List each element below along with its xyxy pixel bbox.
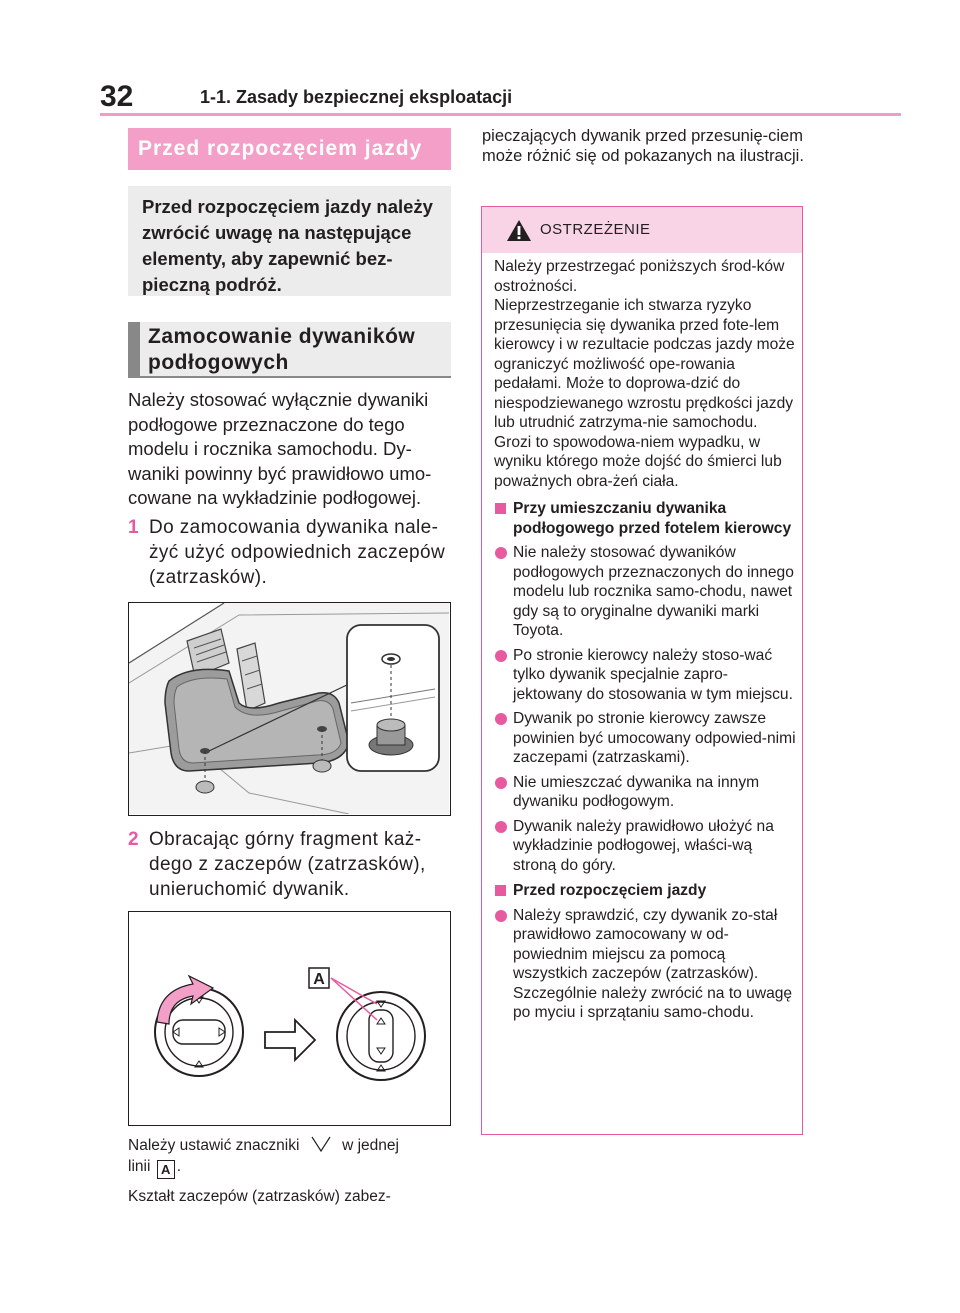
chapter-title: 1-1. Zasady bezpiecznej eksploatacji [200,87,513,107]
warning-list-item: Nie umieszczać dywanika na innym dywaniku podłogowym. [494,773,796,812]
warning-list-item: Nie należy stosować dywaników podłogowych przeznaczonych do innego modelu lub rocznika samo-chodu, nawet gdy są to oryginalne dywaniki marki Toyota. [494,543,796,641]
fastener-rotation-illustration [129,912,449,1124]
warning-list-item: Dywanik należy prawidłowo ułożyć na wykładzinie podłogowej, właści-wą stroną do góry. [494,817,796,876]
step-1 [128,515,458,590]
bullet-icon [495,910,507,922]
warning-list-item: Po stronie kierowcy należy stoso-wać tylko dywanik specjalnie zapro-jektowany do stosowania w tym miejscu. [494,646,796,705]
warning-paragraph: Należy przestrzegać poniższych środ-ków ostrożności. [494,258,785,295]
step-2 [128,827,458,902]
caption-text: Należy ustawić znaczniki [128,1137,300,1154]
subsection-title: Zamocowanie dywaników podłogowych [128,322,451,378]
caption-text: w jednej [342,1137,399,1154]
bullet-icon [495,713,507,725]
continued-text: Kształt zaczepów (zatrzasków) zabez- [128,1188,391,1205]
warning-section-heading: Przed rozpoczęciem jazdy [494,881,796,901]
step-text: Obracając górny fragment każ-dego z zaczepów (zatrzasków), unieruchomić dywanik. [149,829,426,900]
figure-caption [128,1135,458,1179]
square-bullet-icon [495,503,506,514]
bullet-icon [495,547,507,559]
caption-text: linii [128,1158,151,1175]
bullet-icon [495,821,507,833]
figure-floor-mat [128,602,451,816]
warning-box [481,206,803,1135]
bullet-icon [495,650,507,662]
warning-title: OSTRZEŻENIE [540,221,651,238]
intro-box: Przed rozpoczęciem jazdy należy zwrócić uwagę na następujące elementy, aby zapewnić bez-pieczną podróż. [128,186,451,296]
warning-header [482,207,802,253]
warning-paragraph: Nieprzestrzeganie ich stwarza ryzyko przesunięcia się dywanika przed fote-lem kierowcy i w rezultacie podczas jazdy może ograniczyć możliwość ope-rowania pedałami. Może to doprowa-dzić do niespodziewanego wzrostu prędkości jazdy lub utrudnić zatrzyma-nie samochodu. Grozi to spowodowa-niem wypadku, w wyniku którego może dojść do śmierci lub poważnych obra-żeń ciała. [494,297,795,490]
figure-fastener-rotation [128,911,451,1126]
bullet-icon [495,777,507,789]
label-a: A [313,971,325,988]
header-rule [100,113,901,116]
warning-icon [506,219,532,242]
floor-mat-illustration [129,603,449,814]
step-text: Do zamocowania dywanika nale-żyć użyć odpowiednich zaczepów (zatrzasków). [149,517,446,588]
warning-section-heading: Przy umieszczaniu dywanika podłogowego przed fotelem kierowcy [494,499,796,538]
marker-triangle-icon [310,1135,332,1153]
step-number: 1 [128,517,139,538]
square-bullet-icon [495,885,506,896]
warning-list-item: Dywanik po stronie kierowcy zawsze powinien być umocowany odpowied-nimi zaczepami (zatrzaskami). [494,709,796,768]
page-number: 32 [100,80,134,113]
warning-body [494,257,796,1023]
step-number: 2 [128,829,139,850]
caption-text: . [176,1158,182,1175]
body-paragraph: Należy stosować wyłącznie dywaniki podłogowe przeznaczone do tego modelu i rocznika samochodu. Dy-waniki powinny być prawidłowo umo-cowane na wykładzinie podłogowej. [128,389,432,508]
label-a-box: A [157,1160,175,1179]
warning-list-item: Należy sprawdzić, czy dywanik zo-stał prawidłowo zamocowany w od-powiednim miejscu za pomocą wszystkich zaczepów (zatrzasków). Szczególnie należy zwrócić na to uwagę po myciu i sprzątaniu samo-chodu. [494,906,796,1023]
section-title: Przed rozpoczęciem jazdy [128,128,451,170]
continuation-text: pieczających dywanik przed przesunię-ciem może różnić się od pokazanych na ilustracji. [482,127,804,165]
